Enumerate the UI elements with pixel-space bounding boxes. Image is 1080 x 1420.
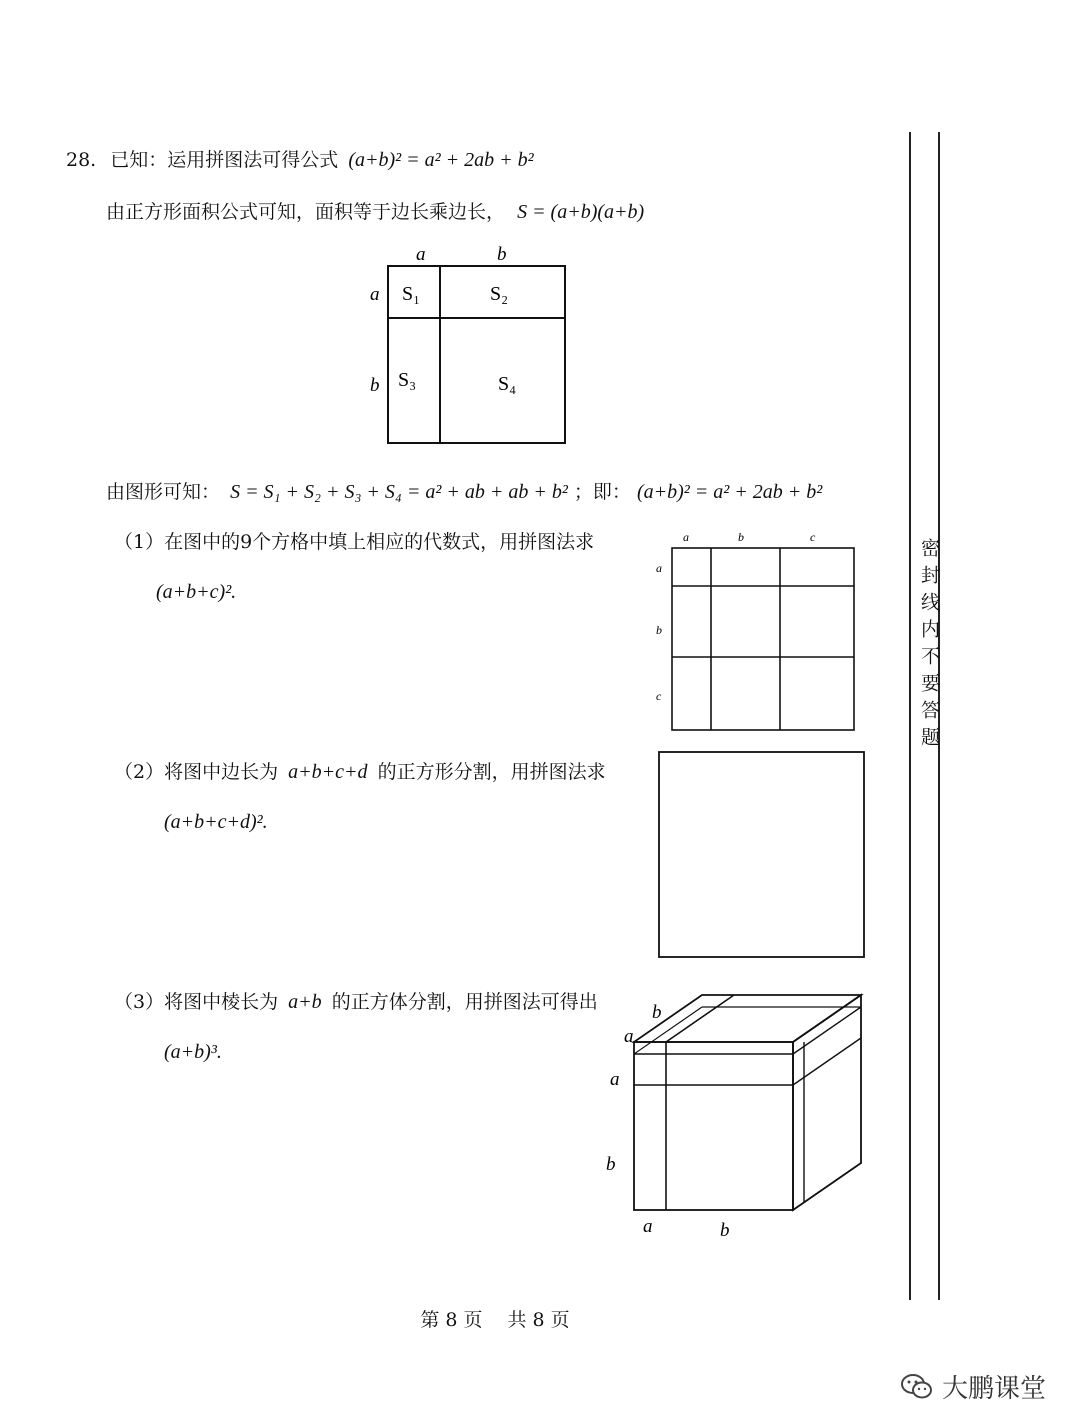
area-text: 由正方形面积公式可知，面积等于边长乘边长， — [106, 201, 506, 223]
figure1-cell-s4: S₄ — [498, 373, 517, 395]
figure1-cell-s2: S₂ — [490, 283, 509, 305]
cube-right-line-1 — [793, 1007, 861, 1054]
seal-line-left — [909, 132, 911, 1300]
figure2-grid-diagram — [648, 526, 863, 736]
part2-label-expr: a+b+c+d — [288, 761, 368, 783]
derive-sep: ；即： — [573, 481, 631, 503]
part3-label-before: （3）将图中棱长为 — [114, 991, 279, 1013]
derive-formula: S = S₁ + S₂ + S₃ + S₄ = a² + ab + ab + b² — [230, 481, 568, 503]
cube-label-side-b: b — [606, 1154, 616, 1175]
derive-result: (a+b)² = a² + 2ab + b² — [636, 481, 823, 503]
cube-front-face — [634, 1042, 793, 1210]
part3-label — [114, 990, 598, 1014]
problem-intro-line — [66, 148, 534, 172]
intro-formula: (a+b)² = a² + 2ab + b² — [348, 149, 534, 171]
figure1-square-diagram — [360, 240, 580, 455]
figure2-side-label-a: a — [656, 561, 662, 575]
cube-label-top-a: a — [624, 1026, 634, 1047]
figure1-cell-s3: S₃ — [398, 369, 417, 391]
figure3-empty-square — [656, 750, 868, 960]
figure2-top-label-c: c — [810, 530, 816, 544]
figure4-cube-diagram — [596, 990, 876, 1242]
part2-label-before: （2）将图中边长为 — [114, 761, 279, 783]
derive-line — [106, 480, 822, 504]
figure2-outline — [672, 548, 854, 730]
area-formula: S = (a+b)(a+b) — [517, 201, 645, 223]
seal-warning-text: 密封线内不要答题 — [918, 538, 940, 754]
figure1-side-label-a: a — [370, 284, 380, 305]
cube-top-line-2 — [634, 1007, 702, 1054]
part3-formula: (a+b)³. — [164, 1041, 222, 1063]
part3-label-expr: a+b — [288, 991, 322, 1013]
part1-formula: (a+b+c)². — [156, 581, 237, 603]
part3-label-after: 的正方体分割，用拼图法可得出 — [331, 991, 598, 1013]
figure1-top-label-a: a — [416, 244, 426, 265]
page-footer: 第 8 页 共 8 页 — [420, 1309, 570, 1331]
derive-text: 由图形可知： — [106, 481, 221, 503]
figure3-outline — [659, 752, 864, 957]
figure2-side-label-b: b — [656, 623, 662, 637]
cube-label-side-a: a — [610, 1069, 620, 1090]
problem-number: 28. — [66, 149, 97, 171]
cube-right-line-2 — [793, 1038, 861, 1085]
part1-label: （1）在图中的9个方格中填上相应的代数式，用拼图法求 — [114, 531, 595, 553]
figure2-top-label-a: a — [683, 530, 689, 544]
figure2-side-label-c: c — [656, 689, 662, 703]
cube-label-bottom-a: a — [643, 1216, 653, 1237]
cube-label-top-b: b — [652, 1002, 662, 1023]
part2-label-after: 的正方形分割，用拼图法求 — [377, 761, 606, 783]
area-line — [106, 200, 644, 224]
figure1-top-label-b: b — [497, 244, 507, 265]
cube-label-bottom-b: b — [720, 1220, 730, 1241]
watermark — [900, 1368, 1046, 1405]
part2-formula: (a+b+c+d)². — [164, 811, 268, 833]
part2-label — [114, 760, 606, 784]
cube-top-line-1 — [666, 995, 734, 1042]
figure2-top-label-b: b — [738, 530, 744, 544]
figure1-side-label-b: b — [370, 375, 380, 396]
watermark-text: 大鹏课堂 — [941, 1374, 1046, 1404]
figure1-cell-s1: S₁ — [402, 283, 421, 305]
cube-right-face — [793, 995, 861, 1210]
problem-intro: 已知：运用拼图法可得公式 — [110, 149, 339, 171]
wechat-icon — [900, 1372, 934, 1402]
